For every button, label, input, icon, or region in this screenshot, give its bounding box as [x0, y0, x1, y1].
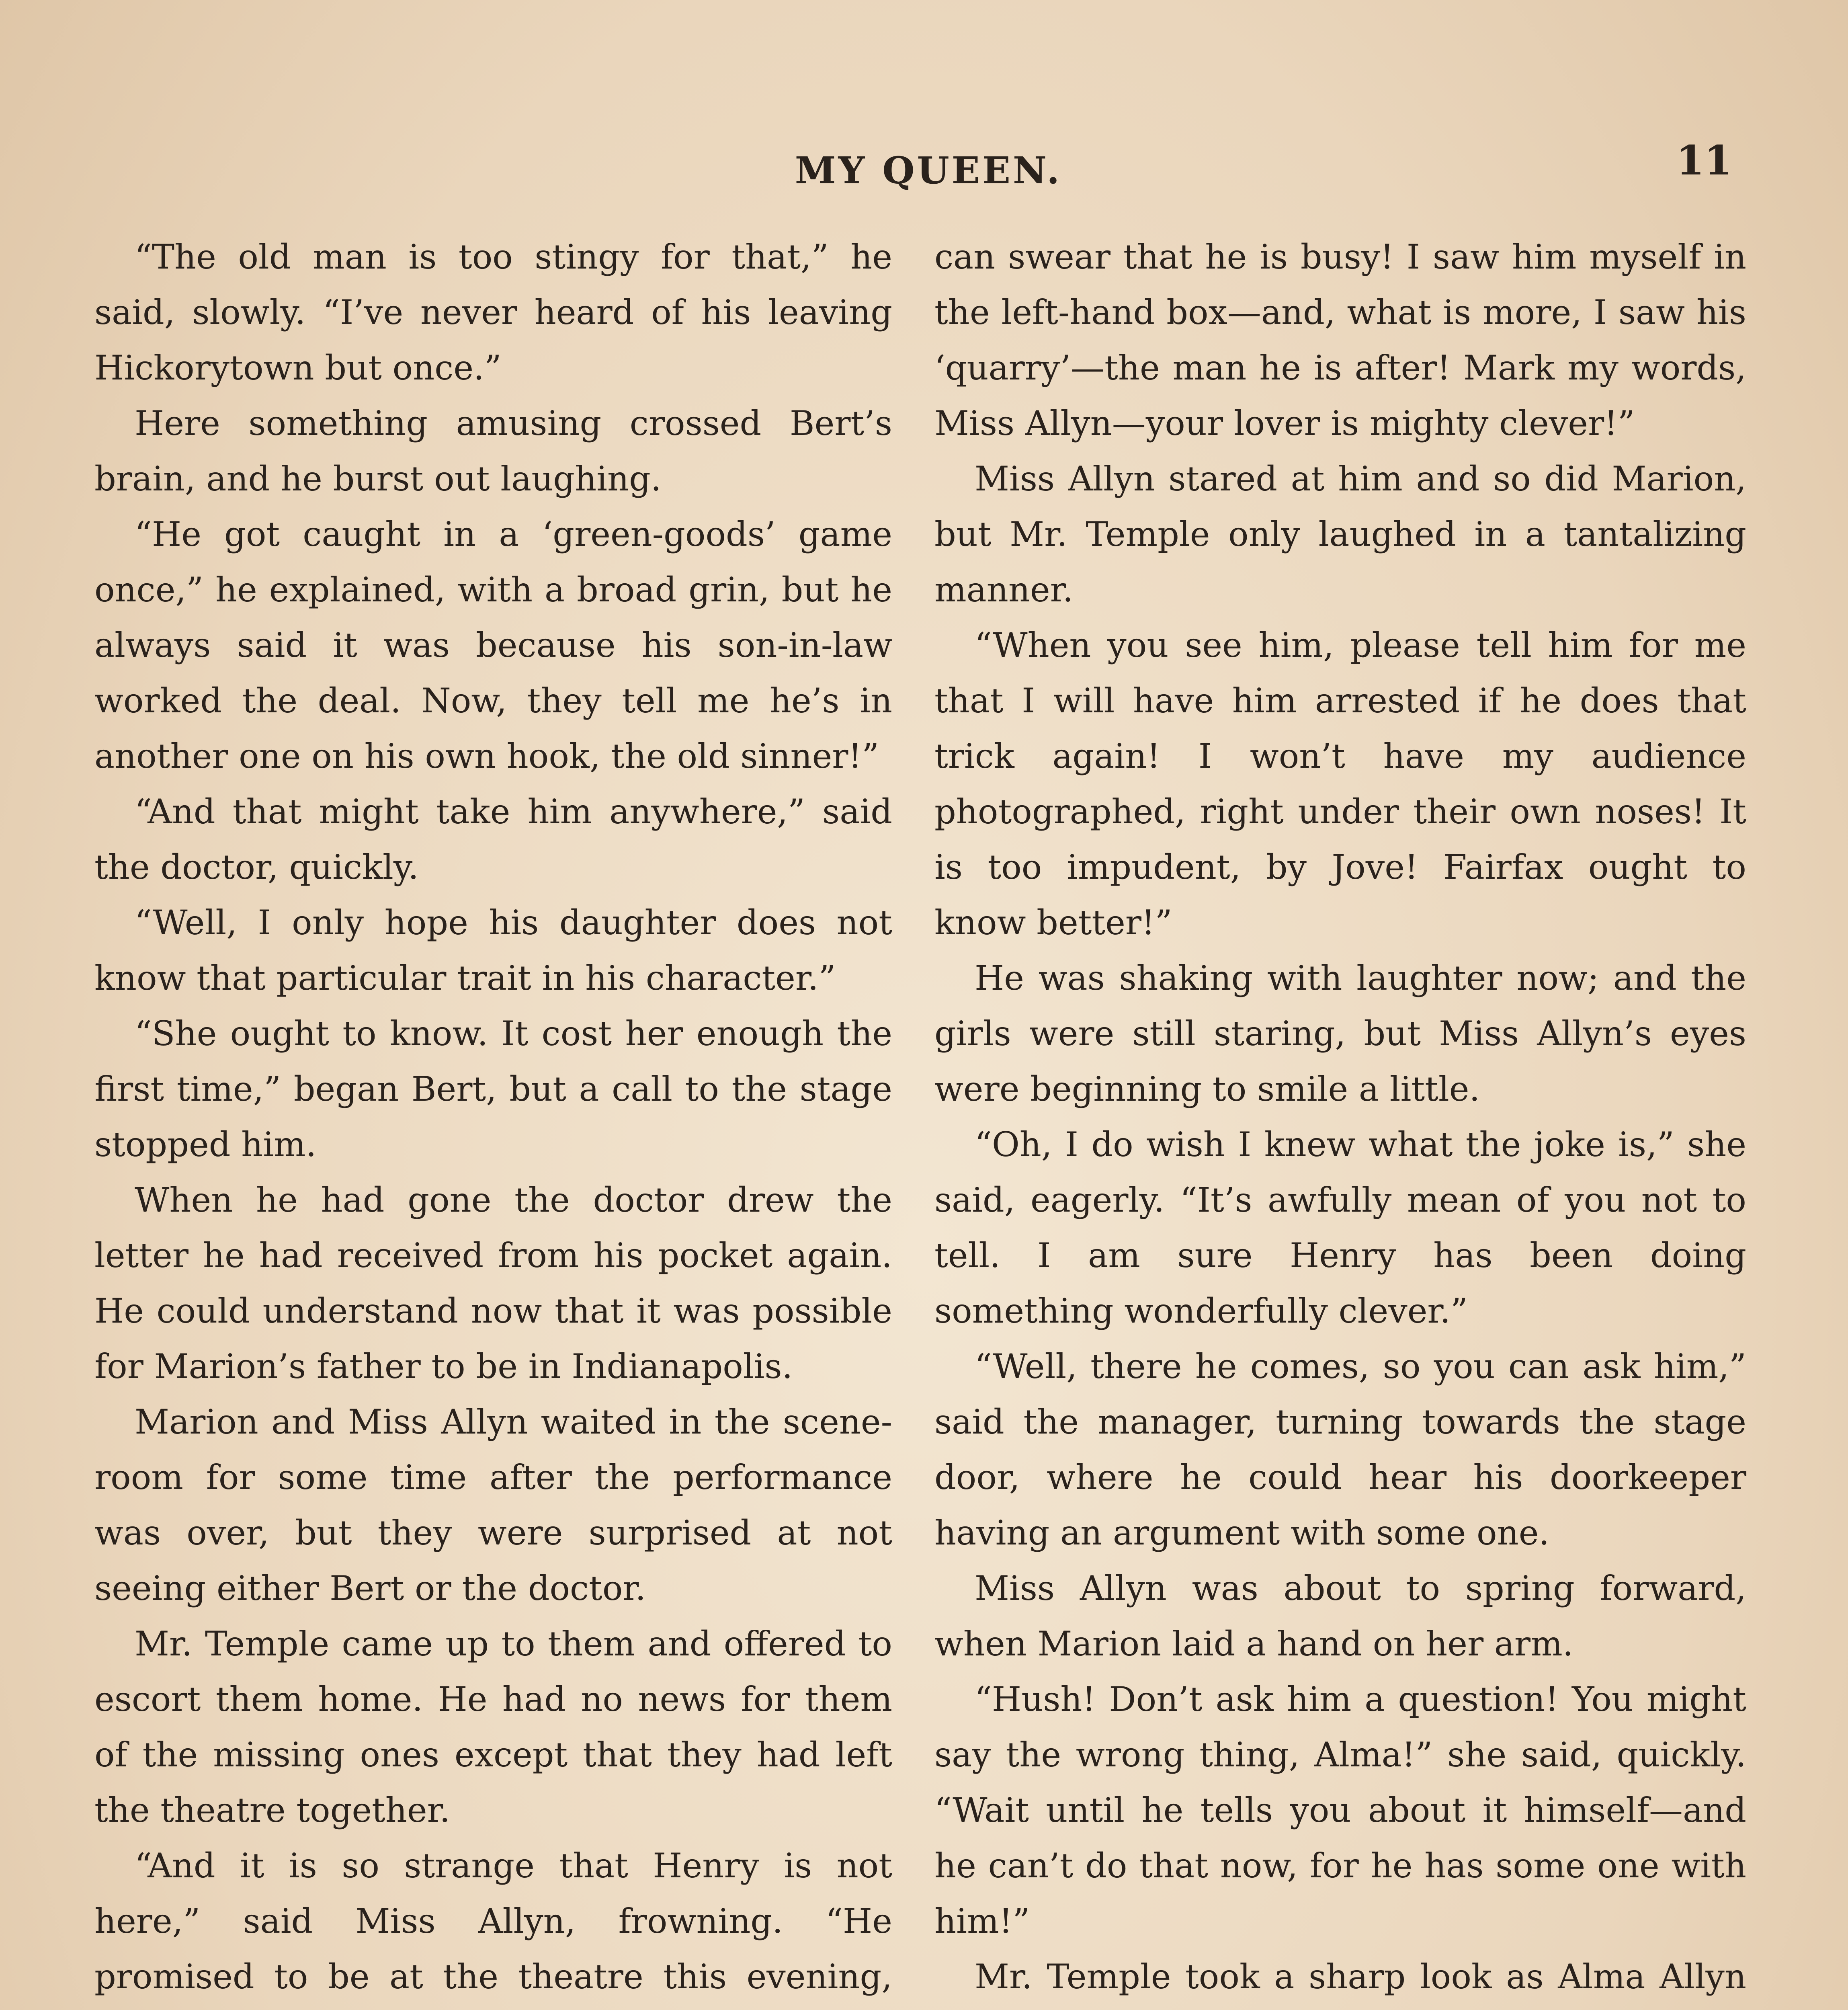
paragraph: Here something amusing crossed Bert’s brain, and he burst out laughing.	[94, 404, 892, 498]
paragraph: When he had gone the doctor drew the letter he had received from his pocket again. He could understand now that it was possible for Marion’s father to be in Indianapolis.	[94, 1180, 892, 1386]
paragraph: “When you see him, please tell him for me that I will have him arrested if he does that trick again! I won’t have my audience photographed, right under their own noses! It is too impudent, by Jove! Fairfax ought to know better!”	[934, 626, 1746, 942]
paragraph: Mr. Temple took a sharp look as Alma Allyn	[975, 1957, 1746, 1996]
paragraph: “Well, I only hope his daughter does not know that particular trait in his character.”	[94, 903, 892, 998]
paragraph: “And it is so strange that Henry is not here,” said Miss Allyn, frowning. “He promised to be at the theatre this evening,	[94, 1846, 892, 1996]
paragraph: He was shaking with laughter now; and the girls were still staring, but Miss Allyn’s eyes were beginning to smile a little.	[934, 958, 1746, 1109]
paragraph: Mr. Temple came up to them and offered to escort them home. He had no news for them of the missing ones except that they had left the theatre together.	[94, 1624, 892, 1830]
paragraph: “And that might take him anywhere,” said the doctor, quickly.	[94, 792, 892, 887]
paragraph: “The old man is too stingy for that,” he said, slowly. “I’ve never heard of his leaving Hickorytown but once.”	[94, 237, 892, 388]
running-header: MY QUEEN.	[795, 149, 1062, 192]
paragraph: “He got caught in a ‘green-goods’ game once,” he explained, with a broad grin, but he always said it was because his son-in-law worked the deal. Now, they tell me he’s in another one on his own hook, the old sinner!”	[94, 515, 892, 776]
paragraph-continuation: can swear that he is busy! I saw him myself in the left-hand box—and, what is more, I saw his ‘quarry’—the man he is after! Mark my words, Miss Allyn—your lover is mighty clever!”	[934, 237, 1746, 443]
paragraph: Marion and Miss Allyn waited in the scene-room for some time after the performance was over, but they were surprised at not seeing either Bert or the doctor.	[94, 1402, 892, 1608]
right-column	[934, 229, 1746, 2010]
paragraph: “She ought to know. It cost her enough the first time,” began Bert, but a call to the stage stopped him.	[94, 1014, 892, 1164]
paragraph: Miss Allyn was about to spring forward, when Marion laid a hand on her arm.	[934, 1569, 1746, 1663]
paragraph: “Well, there he comes, so you can ask him,” said the manager, turning towards the stage door, where he could hear his doorkeeper having an argument with some one.	[934, 1347, 1746, 1553]
paragraph: “Oh, I do wish I knew what the joke is,” she said, eagerly. “It’s awfully mean of you not to tell. I am sure Henry has been doing something wonderfully clever.”	[934, 1125, 1746, 1331]
paragraph: “Hush! Don’t ask him a question! You might say the wrong thing, Alma!” she said, quickly. “Wait until he tells you about it himself—and he can’t do that now, for he has some one with him!”	[934, 1680, 1746, 1941]
page-number: 11	[1676, 137, 1732, 184]
left-column	[94, 229, 892, 2010]
paragraph: Miss Allyn stared at him and so did Marion, but Mr. Temple only laughed in a tantalizing manner.	[934, 459, 1746, 609]
